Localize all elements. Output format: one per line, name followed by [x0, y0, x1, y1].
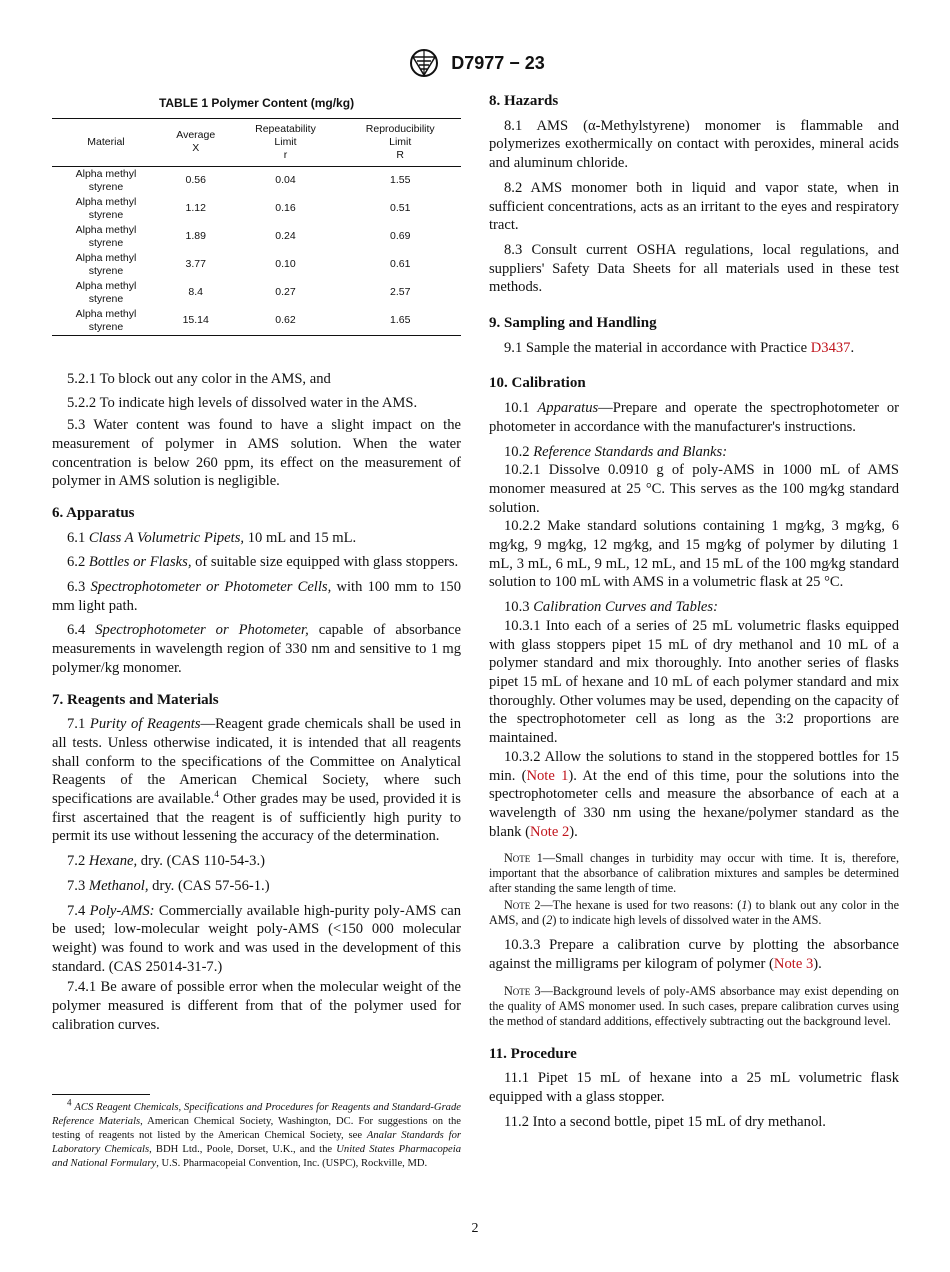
- table-row: [52, 166, 461, 195]
- material-line: styrene: [88, 292, 124, 305]
- para-6-1: 6.1 Class A Volumetric Pipets, 10 mL and 15 mL.: [67, 529, 357, 546]
- material-cell: [52, 195, 160, 223]
- para-5-2-2: 5.2.2 To indicate high levels of dissolved water in the AMS.: [67, 395, 418, 412]
- para-6-2: 6.2 Bottles or Flasks, of suitable size equipped with glass stoppers.: [67, 554, 459, 571]
- section-11-heading: 11. Procedure: [489, 1045, 577, 1062]
- section-10-heading: 10. Calibration: [489, 375, 586, 392]
- para-10-2-1: 10.2.1 Dissolve 0.0910 g of poly-AMS in 1000 mL of AMS monomer measured at 25 °C. This serves as the 100 mg⁄kg standard solution.: [489, 462, 899, 516]
- para-7-1: 7.1 Purity of Reagents—Reagent grade chemicals shall be used in all tests. Unless otherwise indicated, it is intended that all reagents shall conform to the specifications of the Committee on Analytical Reagents of the American Chemical Society, where such specifications are available.$^4$ Other grades may be used, provided it is first ascertained that the reagent is of sufficiently high purity to permit its use without lessening the accuracy of the determination.: [52, 716, 462, 845]
- para-7-3: 7.3 Methanol, dry. (CAS 57-56-1.): [67, 877, 270, 894]
- link-note-2[interactable]: Note 2: [529, 823, 570, 840]
- value-cell: 8.4: [188, 286, 204, 299]
- section-6-heading: 6. Apparatus: [52, 504, 135, 521]
- para-10-2: 10.2 Reference Standards and Blanks:: [504, 443, 728, 460]
- table-title: TABLE 1 Polymer Content (mg/kg): [158, 96, 355, 110]
- material-cell: [52, 166, 160, 195]
- value-cell: 1.55: [390, 174, 411, 187]
- para-7-4: 7.4 Poly-AMS: Commercially available high-purity poly-AMS can be used; low-molecular weight poly-AMS (<150 000 molecular weight) was found to work and was used in the development of this standard. (CAS 25014-31-7.): [52, 902, 461, 975]
- header-line: Reproducibility: [365, 122, 435, 135]
- para-11-2: 11.2 Into a second bottle, pipet 15 mL of dry methanol.: [504, 1113, 826, 1130]
- page-header: [0, 48, 950, 78]
- material-line: Alpha methyl: [75, 279, 137, 292]
- table-body: [52, 166, 461, 335]
- para-10-3-2: 10.3.2 Allow the solutions to stand in the stoppered bottles for 15 min. (Note 1). At the end of this time, pour the solutions into the spectrophotometer cells and measure the absorbance of each at a wavelength of 330 nm using the hexane/polymer standard as the blank (Note 2).: [489, 748, 899, 840]
- section-8-heading: 8. Hazards: [489, 93, 559, 109]
- link-d3437[interactable]: D3437: [810, 339, 851, 356]
- header-line: Repeatability: [255, 122, 316, 135]
- table-row: [52, 279, 461, 307]
- value-cell: 0.62: [275, 314, 296, 327]
- material-line: Alpha methyl: [75, 167, 137, 180]
- header-line: Material: [87, 135, 125, 148]
- table-row: [52, 251, 461, 279]
- value-cell: 0.24: [275, 230, 296, 243]
- footnote-4: $^4$ ACS Reagent Chemicals, Specifications and Procedures for Reagents and Standard-Grade Reference Materials, American Chemical Society, Washington, DC. For suggestions on the testing of reagents not listed by the American Chemical Society, see Analar Standards for Laboratory Chemicals, BDH Ltd., Poole, Dorset, U.K., and the United States Pharmacopeia and National Formulary, U.S. Pharmacopeial Convention, Inc. (USPC), Rockville, MD.: [52, 1097, 462, 1169]
- table-header-cell: [52, 118, 160, 166]
- value-cell: 0.27: [275, 286, 296, 299]
- para-11-1: 11.1 Pipet 15 mL of hexane into a 25 mL volumetric flask equipped with a glass stopper.: [489, 1070, 899, 1106]
- right-column: [489, 92, 899, 1138]
- value-cell: 1.65: [390, 314, 411, 327]
- astm-logo-icon: [405, 48, 443, 78]
- value-cell: 2.57: [390, 286, 411, 299]
- para-10-1: 10.1 Apparatus—Prepare and operate the spectrophotometer or photometer in accordance with the manufacturer's instructions.: [489, 400, 899, 435]
- material-line: Alpha methyl: [75, 251, 137, 264]
- para-8-3: 8.3 Consult current OSHA regulations, local regulations, and suppliers' Safety Data Sheets for all materials used in these test methods.: [489, 241, 899, 296]
- para-10-3-3: 10.3.3 Prepare a calibration curve by plotting the absorbance against the milligrams per kilogram of polymer (Note 3).: [489, 937, 899, 973]
- material-cell: [52, 307, 160, 336]
- polymer-content-table: [52, 118, 461, 336]
- table-row: [52, 223, 461, 251]
- link-note-1[interactable]: Note 1: [526, 767, 569, 784]
- para-5-2-1: 5.2.1 To block out any color in the AMS, and: [67, 370, 331, 387]
- header-line: Average: [176, 129, 216, 142]
- para-7-2: 7.2 Hexane, dry. (CAS 110-54-3.): [67, 853, 265, 870]
- material-line: Alpha methyl: [75, 195, 137, 208]
- material-line: styrene: [88, 208, 124, 221]
- note-2: Note 2—The hexane is used for two reasons: (1) to blank out any color in the AMS, and (2) to indicate high levels of dissolved water in the AMS.: [489, 898, 899, 928]
- material-cell: [52, 251, 160, 279]
- footnote-area: [52, 1094, 461, 1171]
- para-8-2: 8.2 AMS monomer both in liquid and vapor state, when in sufficient concentrations, acts as an irritant to the eyes and respiratory tract.: [489, 179, 899, 234]
- header-line: R: [396, 148, 405, 161]
- para-9-1: 9.1 Sample the material in accordance with Practice D3437.: [504, 339, 855, 356]
- value-cell: 0.16: [275, 202, 296, 215]
- header-line: r: [283, 148, 288, 161]
- material-cell: [52, 223, 160, 251]
- para-7-4-1: 7.4.1 Be aware of possible error when the molecular weight of the polymer measured is different from that of the polymer used for calibration curves.: [52, 979, 461, 1033]
- footnote-rule: [52, 1094, 150, 1095]
- note-1: Note 1—Small changes in turbidity may occur with time. It is, therefore, important that the absorbance of calibration mixtures and samples be determined after standing the same length of time.: [489, 851, 900, 896]
- para-10-3-1: 10.3.1 Into each of a series of 25 mL volumetric flasks equipped with glass stoppers pipet 15 mL of dry methanol and 10 mL of a polymer standard and mix thoroughly. Into another series of flasks pipet 15 mL of hexane and 10 mL of each polymer standard and mix thoroughly. Other volumes may be used, depending on the capacity of the spectrophotometer cell as long as the 3:2 proportions are maintained.: [489, 617, 899, 747]
- document-designation: D7977 − 23: [451, 52, 545, 73]
- table-row: [52, 307, 461, 336]
- para-10-3: 10.3 Calibration Curves and Tables:: [504, 599, 718, 616]
- table-row: [52, 195, 461, 223]
- para-6-4: 6.4 Spectrophotometer or Photometer, capable of absorbance measurements in wavelength region of 330 nm and sensitive to 1 mg polymer/kg monomer.: [52, 622, 461, 676]
- header-line: X: [192, 142, 200, 155]
- para-8-1: 8.1 AMS (α-Methylstyrene) monomer is flammable and polymerizes exothermically on contact with peroxides, mineral acids and aluminum chloride.: [489, 117, 899, 172]
- para-5-3: 5.3 Water content was found to have a slight impact on the measurement of polymer in AMS solution. When the water concentration is below 260 ppm, its effect on the measurement of polymer in AMS solution is negligible.: [52, 417, 461, 490]
- header-line: Limit: [389, 135, 412, 148]
- section-9-heading: 9. Sampling and Handling: [489, 315, 657, 332]
- material-line: styrene: [88, 236, 124, 249]
- value-cell: 0.61: [390, 258, 411, 271]
- value-cell: 0.04: [275, 174, 296, 187]
- material-line: styrene: [88, 180, 124, 193]
- value-cell: 0.10: [275, 258, 296, 271]
- material-line: Alpha methyl: [75, 307, 137, 320]
- table-header-cell: [339, 118, 461, 166]
- header-line: Limit: [274, 135, 297, 148]
- material-line: Alpha methyl: [75, 223, 137, 236]
- value-cell: 0.51: [390, 202, 411, 215]
- value-cell: 0.69: [390, 230, 411, 243]
- material-line: styrene: [88, 320, 124, 333]
- value-cell: 3.77: [185, 258, 206, 271]
- table-header-cell: [160, 118, 232, 166]
- section-7-heading: 7. Reagents and Materials: [52, 691, 219, 708]
- note-3: Note 3—Background levels of poly-AMS absorbance may exist depending on the quality of AMS monomer used. In such cases, prepare calibration curves using the method of standard additions, effectively subtracting out the background level.: [489, 983, 900, 1028]
- table-header-row: [52, 118, 461, 166]
- left-column: [52, 92, 461, 1041]
- table-header-cell: [232, 118, 340, 166]
- para-6-3: 6.3 Spectrophotometer or Photometer Cells, with 100 mm to 150 mm light path.: [52, 579, 462, 614]
- value-cell: 1.12: [185, 202, 206, 215]
- value-cell: 15.14: [182, 314, 209, 327]
- link-note-3[interactable]: Note 3: [773, 956, 814, 973]
- material-cell: [52, 279, 160, 307]
- value-cell: 1.89: [185, 230, 206, 243]
- para-10-2-2: 10.2.2 Make standard solutions containing 1 mg⁄kg, 3 mg⁄kg, 6 mg⁄kg, 9 mg⁄kg, 12 mg⁄kg, and 15 mg⁄kg of polymer by diluting 1 mL, 3 mL, 6 mL, 9 mL, 12 mL, and 15 mL of the 100 mg⁄kg standard solution to 100 mL with AMS in a volumetric flask at 25 °C.: [489, 518, 899, 591]
- material-line: styrene: [88, 264, 124, 277]
- page-number: 2: [471, 1221, 479, 1236]
- value-cell: 0.56: [185, 174, 206, 187]
